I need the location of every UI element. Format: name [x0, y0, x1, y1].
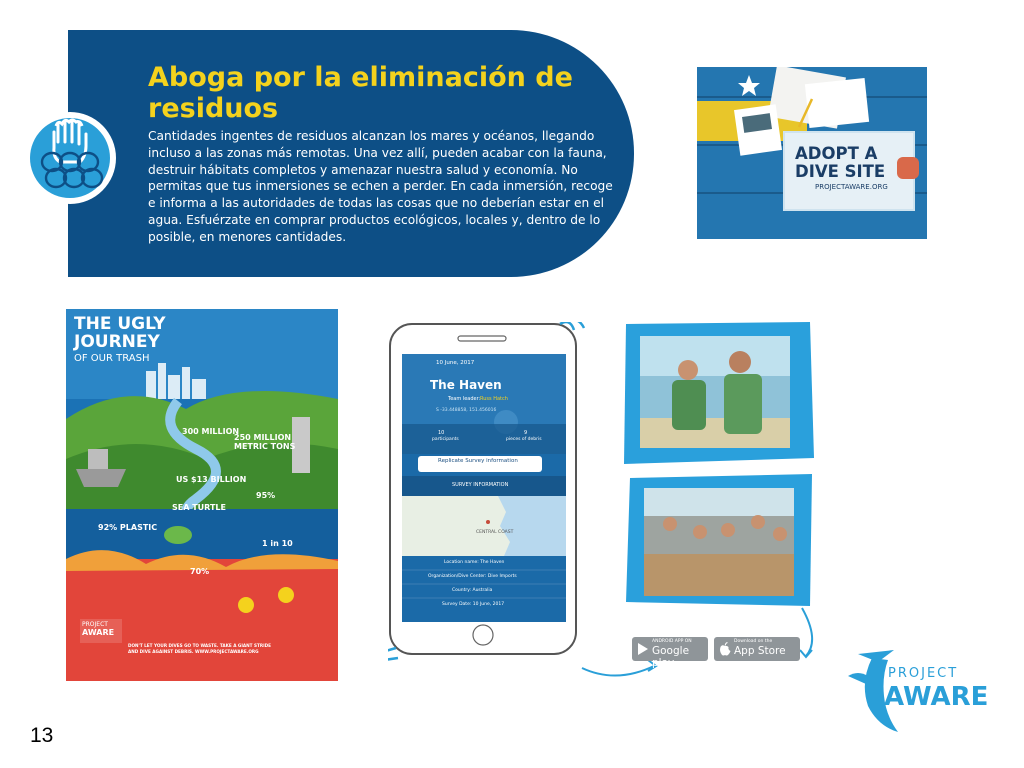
- photos-illustration: [620, 318, 816, 608]
- stat-metric-tons: METRIC TONS: [234, 442, 296, 451]
- app-team-leader: Russ Hatch: [480, 396, 508, 402]
- stat-92-plastic: 92% PLASTIC: [98, 523, 158, 532]
- sign-line2: DIVE SITE: [795, 162, 886, 181]
- app-site-name: The Haven: [430, 378, 502, 392]
- app-team-leader-label: Team leader:: [448, 396, 481, 402]
- stat-1-in-10: 1 in 10: [262, 539, 293, 548]
- page-number: 13: [30, 724, 54, 747]
- banner-title: Aboga por la eliminación de residuos: [148, 62, 573, 124]
- google-badge-big-text: Google play: [652, 645, 690, 669]
- infographic-logo-line1: PROJECT: [82, 621, 108, 628]
- app-participants-label: participants: [432, 437, 459, 442]
- organization-row: Organization/Dive Center: Dive Imports: [428, 574, 517, 579]
- stat-70: 70%: [190, 567, 210, 576]
- stat-sea-turtle: SEA TURTLE: [172, 503, 226, 512]
- sign-url: PROJECTAWARE.ORG: [815, 183, 888, 191]
- ugly-journey-infographic: [66, 309, 338, 681]
- store-badges: [632, 637, 800, 669]
- country-row: Country: Australia: [452, 588, 493, 593]
- google-play-icon: [637, 642, 649, 656]
- fist-icon: [36, 118, 108, 198]
- adopt-a-dive-site-photo: [697, 67, 927, 239]
- logo-project-text: PROJECT: [888, 666, 959, 681]
- apple-icon: [719, 642, 731, 656]
- infographic-logo-line2: AWARE: [82, 628, 115, 637]
- app-store-badge[interactable]: [714, 637, 800, 661]
- google-badge-small-text: ANDROID APP ON: [652, 639, 692, 644]
- banner-body: Cantidades ingentes de residuos alcanzan los mares y océanos, llegando incluso a las zonas más remotas. Una vez allí, pueden acabar con la fauna, destruir hábitats completos y amenazar nuestra salud y economía. No permitas que tus inmersiones se echen a perder. En cada inmersión, recoge e informa a las autoridades de todas las cosas que no deberían estar en el agua. Esfuérzate en comprar productos ecológicos, locales y, dentro de lo posible, en menores cantidades.: [148, 129, 613, 244]
- stat-250-million: 250 MILLION: [234, 433, 292, 442]
- replicate-survey-button[interactable]: Replicate Survey information: [438, 458, 518, 464]
- infographic-title-line3: OF OUR TRASH: [74, 353, 150, 364]
- project-aware-logo: [838, 636, 988, 736]
- app-date: 10 June, 2017: [436, 360, 475, 366]
- infographic-title-line1: THE UGLY: [74, 314, 166, 334]
- apple-badge-small-text: Download on the: [734, 639, 773, 644]
- survey-date-row: Survey Date: 10 June, 2017: [442, 602, 505, 607]
- volunteer-photos: [620, 318, 816, 608]
- apple-badge-big-text: App Store: [734, 645, 786, 657]
- app-debris-count: 9: [524, 430, 528, 436]
- google-play-badge[interactable]: [632, 637, 708, 669]
- app-coords: S -33.448858, 151.456016: [436, 408, 497, 413]
- logo-aware-text: AWARE: [884, 682, 989, 712]
- infographic-footer-line1: DON'T LET YOUR DIVES GO TO WASTE. TAKE A GIANT STRIDE: [128, 643, 271, 648]
- phone-frame: [388, 322, 606, 662]
- app-participants-count: 10: [438, 430, 445, 436]
- infographic-footer-line2: AND DIVE AGAINST DEBRIS. WWW.PROJECTAWARE.ORG: [128, 649, 259, 654]
- location-row: Location name: The Haven: [444, 560, 505, 565]
- infographic-title-line2: JOURNEY: [74, 332, 160, 352]
- map-label: CENTRAL COAST: [476, 530, 514, 535]
- stat-13-billion: US $13 BILLION: [176, 475, 247, 484]
- survey-information-header[interactable]: SURVEY INFORMATION: [452, 482, 509, 488]
- stat-95: 95%: [256, 491, 276, 500]
- app-debris-label: pieces of debris: [506, 437, 542, 442]
- sign-line1: ADOPT A: [795, 144, 878, 163]
- phone-mockup: [388, 322, 606, 662]
- stat-300-million: 300 MILLION: [182, 427, 240, 436]
